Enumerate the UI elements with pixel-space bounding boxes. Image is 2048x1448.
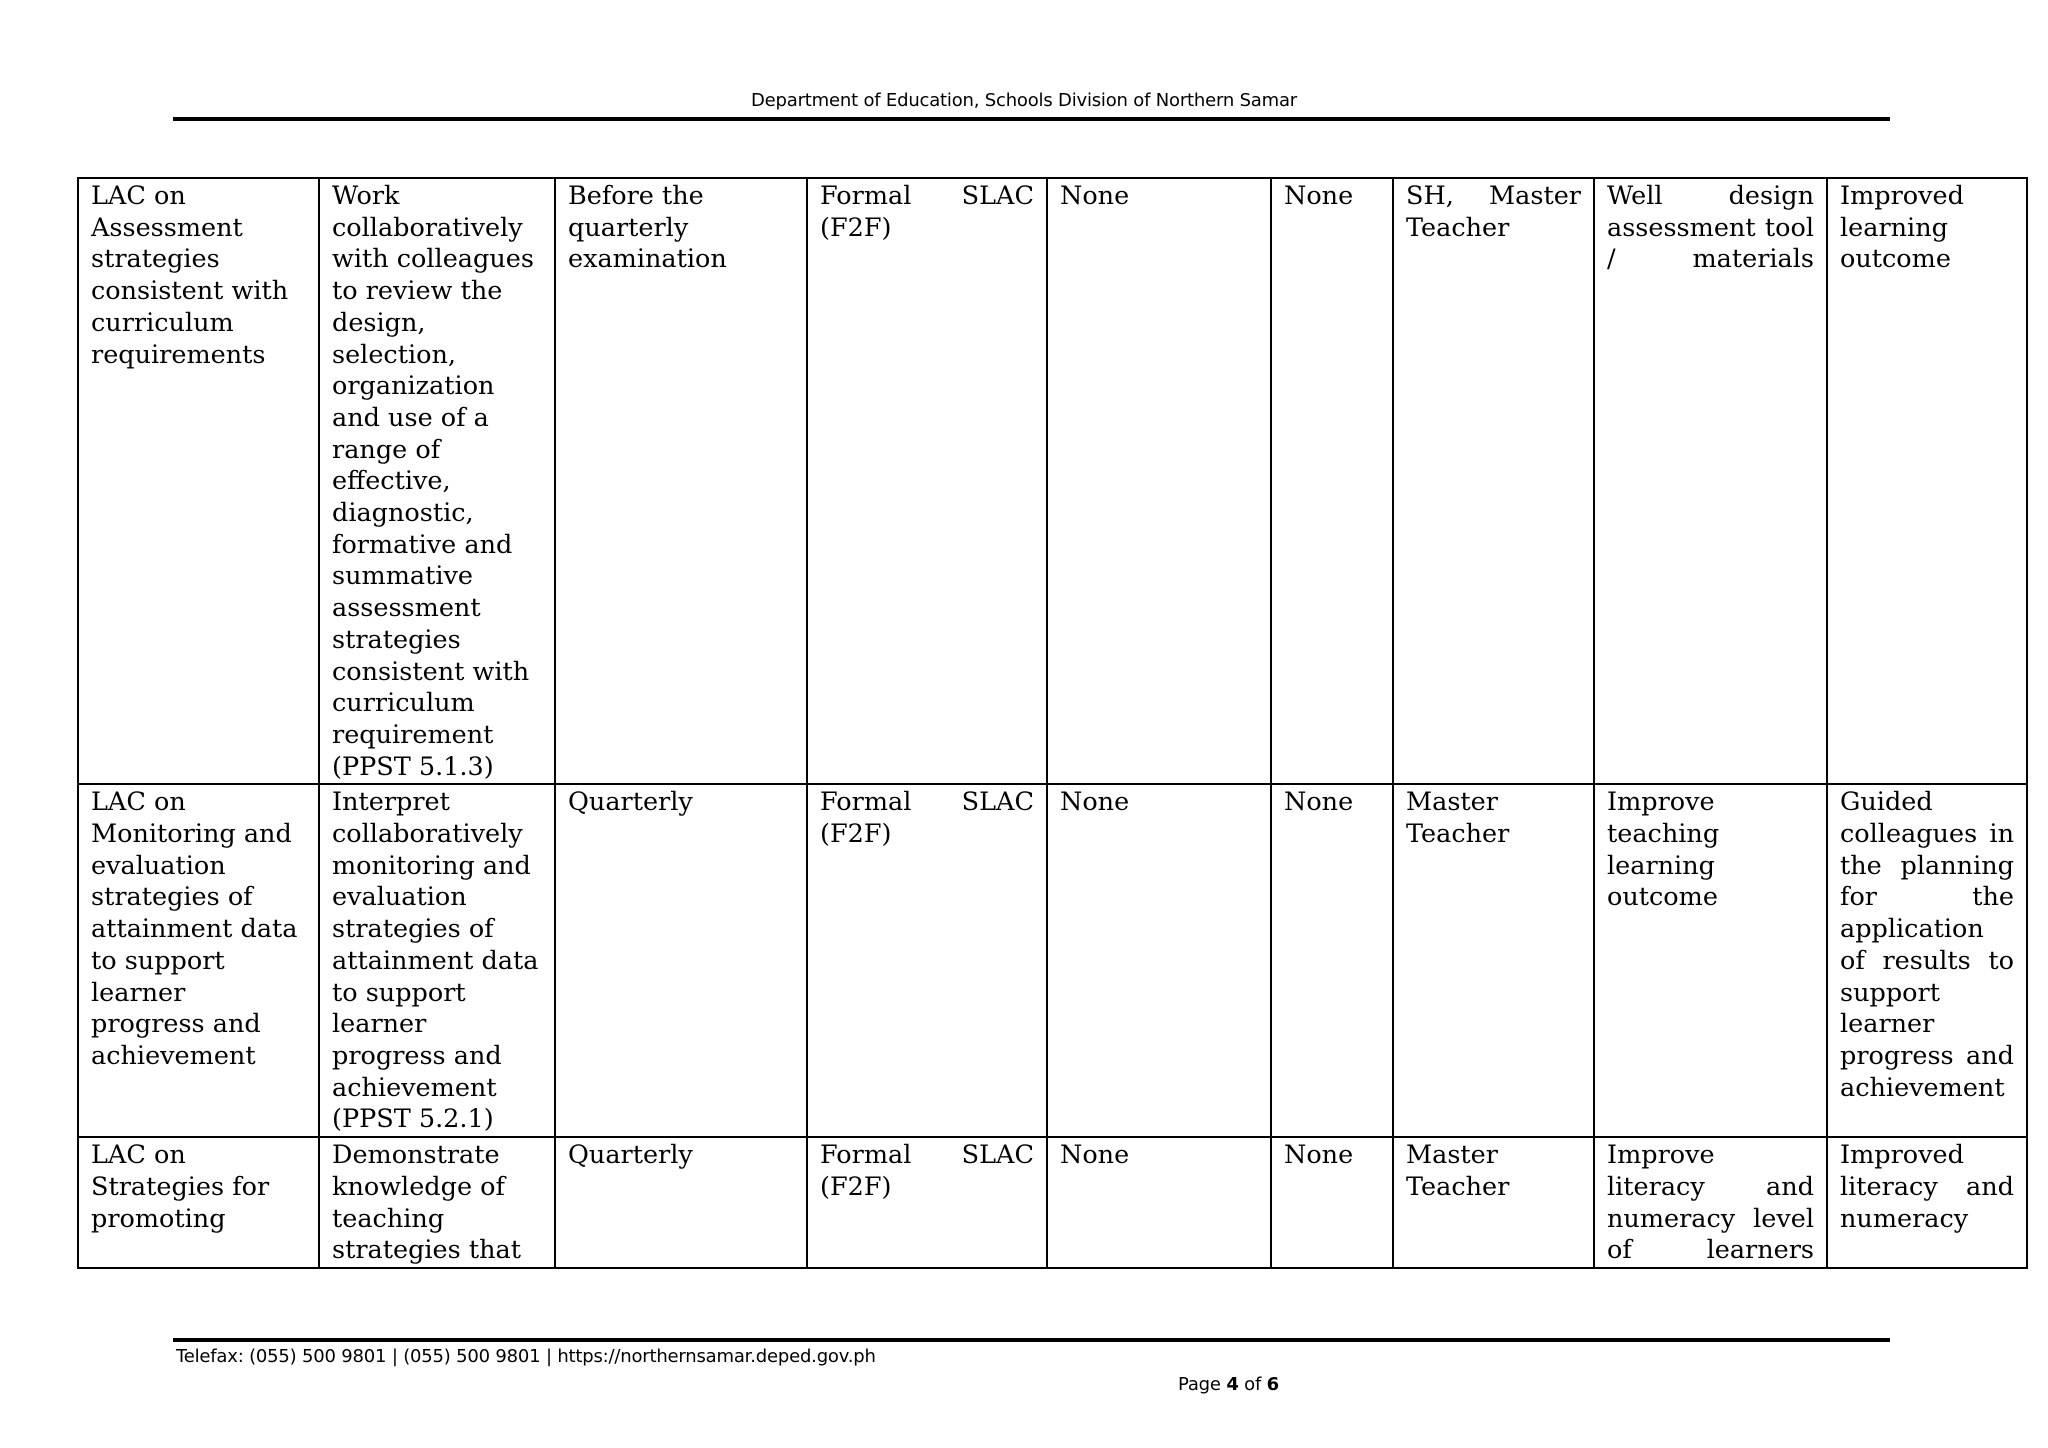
- header-organization: Department of Education, Schools Division of Northern Samar: [751, 90, 1297, 111]
- lac-plan-table: [77, 177, 2028, 1269]
- output-cell: Well design assessment tool / materials: [1594, 178, 1827, 784]
- table-row: [78, 784, 2027, 1137]
- page-number: [1178, 1374, 1279, 1395]
- modality-cell: Formal SLAC (F2F): [807, 784, 1047, 1137]
- activity-cell: LAC on Strategies for promoting: [78, 1137, 319, 1268]
- schedule-cell: Before the quarterly examination: [555, 178, 807, 784]
- output-cell: Improve literacy and numeracy level of learners: [1594, 1137, 1827, 1268]
- table-row: [78, 1137, 2027, 1268]
- outcome-cell: Guided colleagues in the planning for the application of results to support learner progress and achievement: [1827, 784, 2027, 1137]
- page-prefix: Page: [1178, 1374, 1221, 1395]
- budget-cell: None: [1271, 784, 1393, 1137]
- objective-cell: Interpret collaboratively monitoring and evaluation strategies of attainment data to support learner progress and achievement (PPST 5.2.1): [319, 784, 555, 1137]
- schedule-cell: Quarterly: [555, 784, 807, 1137]
- schedule-cell: Quarterly: [555, 1137, 807, 1268]
- persons-cell: SH, Master Teacher: [1393, 178, 1594, 784]
- outcome-cell: Improved literacy and numeracy: [1827, 1137, 2027, 1268]
- modality-cell: Formal SLAC (F2F): [807, 1137, 1047, 1268]
- objective-cell: Demonstrate knowledge of teaching strategies that: [319, 1137, 555, 1268]
- footer-contact: Telefax: (055) 500 9801 | (055) 500 9801 | https://northernsamar.deped.gov.ph: [176, 1346, 876, 1367]
- budget-cell: None: [1271, 178, 1393, 784]
- page-total: 6: [1266, 1374, 1279, 1395]
- persons-cell: Master Teacher: [1393, 784, 1594, 1137]
- page-current: 4: [1226, 1374, 1239, 1395]
- page-of: of: [1244, 1374, 1262, 1395]
- budget-cell: None: [1271, 1137, 1393, 1268]
- header-rule: [173, 117, 1890, 121]
- table-row: [78, 178, 2027, 784]
- objective-cell: Work collaboratively with colleagues to review the design, selection, organization and use of a range of effective, diagnostic, formative and summative assessment strategies consistent with curriculum requirement (PPST 5.1.3): [319, 178, 555, 784]
- activity-cell: LAC on Assessment strategies consistent with curriculum requirements: [78, 178, 319, 784]
- activity-cell: LAC on Monitoring and evaluation strategies of attainment data to support learner progress and achievement: [78, 784, 319, 1137]
- output-cell: Improve teaching learning outcome: [1594, 784, 1827, 1137]
- modality-cell: Formal SLAC (F2F): [807, 178, 1047, 784]
- resources-cell: None: [1047, 178, 1271, 784]
- resources-cell: None: [1047, 1137, 1271, 1268]
- resources-cell: None: [1047, 784, 1271, 1137]
- outcome-cell: Improved learning outcome: [1827, 178, 2027, 784]
- footer-rule: [173, 1338, 1890, 1342]
- persons-cell: Master Teacher: [1393, 1137, 1594, 1268]
